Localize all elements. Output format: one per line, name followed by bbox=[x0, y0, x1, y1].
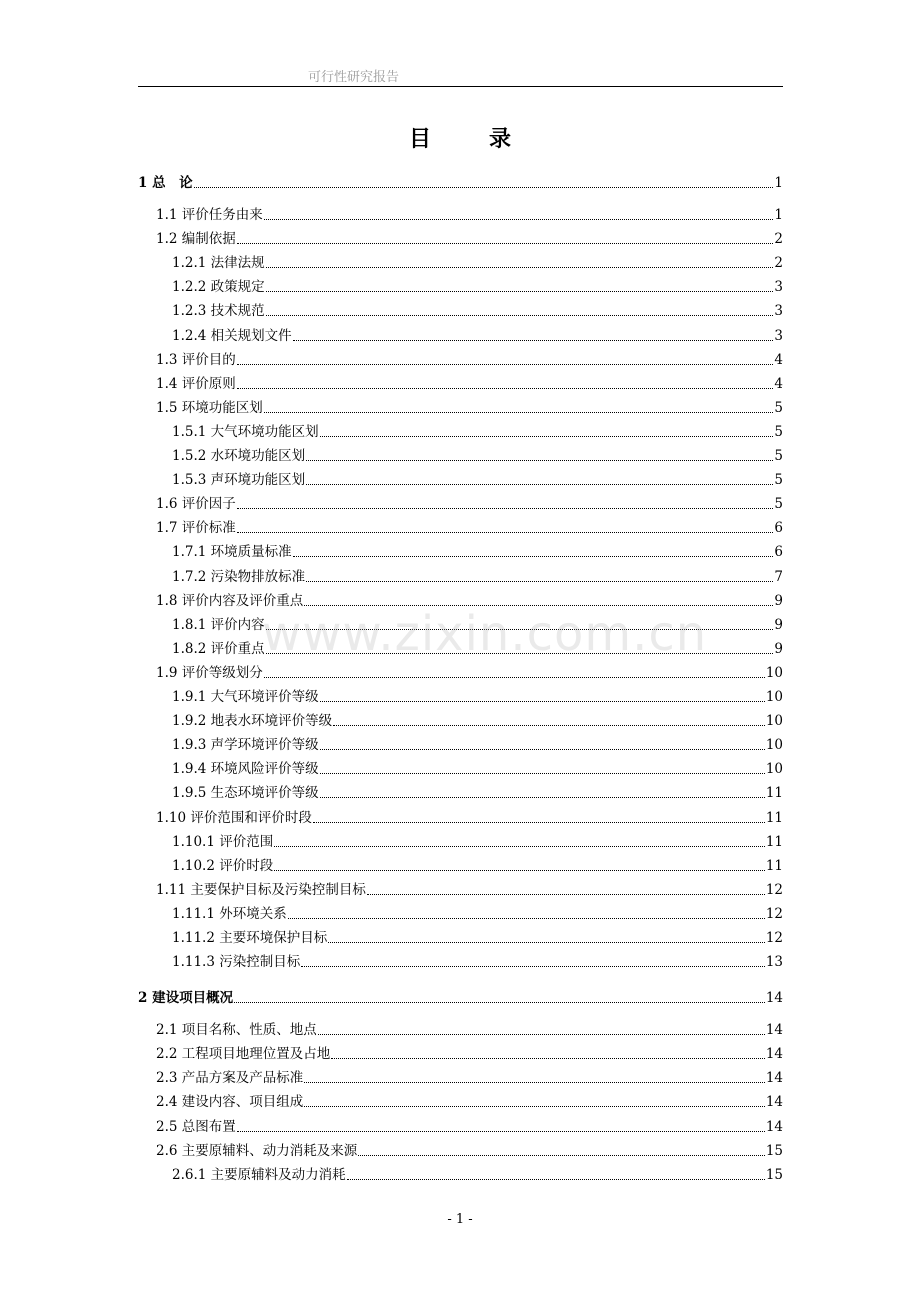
toc-entry[interactable] bbox=[172, 1166, 783, 1184]
toc-entry[interactable] bbox=[172, 712, 783, 730]
toc-entry[interactable] bbox=[172, 736, 783, 754]
toc-entry-label: 1.11 主要保护目标及污染控制目标 bbox=[156, 881, 366, 898]
toc-entry-label: 1.5 环境功能区划 bbox=[156, 399, 263, 416]
toc-entry[interactable] bbox=[172, 254, 783, 272]
toc-entry-label: 1.8 评价内容及评价重点 bbox=[156, 592, 304, 609]
toc-entry[interactable] bbox=[156, 1069, 783, 1087]
toc-dot-leader bbox=[306, 580, 773, 582]
toc-entry-page: 11 bbox=[765, 809, 783, 826]
toc-entry[interactable] bbox=[172, 447, 783, 465]
toc-entry[interactable] bbox=[172, 302, 783, 320]
toc-entry[interactable] bbox=[156, 206, 783, 224]
toc-entry-label: 2.6 主要原辅料、动力消耗及来源 bbox=[156, 1142, 358, 1159]
toc-entry-page: 4 bbox=[774, 375, 783, 392]
toc-dot-leader bbox=[304, 604, 773, 606]
toc-entry-page: 9 bbox=[774, 592, 783, 609]
toc-entry[interactable] bbox=[156, 375, 783, 393]
toc-entry-label: 2.5 总图布置 bbox=[156, 1118, 236, 1135]
toc-entry[interactable] bbox=[156, 495, 783, 513]
toc-entry-page: 6 bbox=[774, 520, 783, 537]
toc-dot-leader bbox=[293, 339, 774, 341]
toc-entry-page: 1 bbox=[774, 175, 783, 191]
toc-entry[interactable] bbox=[138, 174, 783, 192]
toc-entry-page: 14 bbox=[765, 1046, 783, 1063]
toc-entry-label: 2.6.1 主要原辅料及动力消耗 bbox=[172, 1166, 346, 1183]
toc-entry-page: 12 bbox=[765, 905, 783, 922]
toc-entry-label: 1.5.1 大气环境功能区划 bbox=[172, 423, 319, 440]
toc-dot-leader bbox=[320, 796, 765, 798]
toc-entry-label: 1.9.3 声学环境评价等级 bbox=[172, 737, 319, 754]
toc-dot-leader bbox=[306, 483, 773, 485]
toc-entry-page: 14 bbox=[765, 1118, 783, 1135]
toc-dot-leader bbox=[293, 555, 774, 557]
toc-entry-label: 1.7 评价标准 bbox=[156, 520, 236, 537]
toc-dot-leader bbox=[320, 748, 765, 750]
toc-entry-label: 1.11.1 外环境关系 bbox=[172, 905, 287, 922]
toc-entry-page: 3 bbox=[774, 279, 783, 296]
toc-entry-label: 1.7.2 污染物排放标准 bbox=[172, 568, 306, 585]
toc-entry[interactable] bbox=[172, 953, 783, 971]
toc-entry[interactable] bbox=[138, 989, 783, 1007]
toc-dot-leader bbox=[237, 387, 774, 389]
toc-entry[interactable] bbox=[156, 1093, 783, 1111]
toc-entry-label: 1.8.1 评价内容 bbox=[172, 616, 265, 633]
toc-dot-leader bbox=[358, 1154, 765, 1156]
toc-entry[interactable] bbox=[156, 809, 783, 827]
toc-dot-leader bbox=[333, 724, 765, 726]
toc-entry-label: 1.5.3 声环境功能区划 bbox=[172, 472, 306, 489]
toc-entry-label: 1.2.2 政策规定 bbox=[172, 279, 265, 296]
toc-dot-leader bbox=[264, 676, 765, 678]
toc-dot-leader bbox=[318, 1033, 765, 1035]
toc-dot-leader bbox=[237, 363, 774, 365]
toc-entry-label: 1.2.3 技术规范 bbox=[172, 303, 265, 320]
toc-entry[interactable] bbox=[172, 784, 783, 802]
toc-entry[interactable] bbox=[156, 592, 783, 610]
toc-dot-leader bbox=[320, 700, 765, 702]
toc-dot-leader bbox=[306, 459, 773, 461]
page-title: 目录 bbox=[408, 126, 569, 152]
toc-entry[interactable] bbox=[156, 399, 783, 417]
toc-dot-leader bbox=[266, 290, 774, 292]
toc-dot-leader bbox=[194, 186, 774, 188]
toc-entry-page: 1 bbox=[774, 207, 783, 223]
toc-dot-leader bbox=[237, 507, 774, 509]
watermark: www.zixin.com.cn bbox=[262, 606, 708, 662]
toc-entry-page: 2 bbox=[774, 231, 783, 248]
toc-dot-leader bbox=[264, 411, 774, 413]
toc-entry[interactable] bbox=[172, 640, 783, 658]
page-header bbox=[138, 64, 783, 87]
toc-dot-leader bbox=[266, 652, 774, 654]
toc-dot-leader bbox=[266, 628, 774, 630]
toc-entry-label: 1.10.1 评价范围 bbox=[172, 833, 274, 850]
toc-entry[interactable] bbox=[156, 1118, 783, 1136]
toc-entry-label: 1.8.2 评价重点 bbox=[172, 640, 265, 657]
toc-entry[interactable] bbox=[156, 351, 783, 369]
toc-entry-page: 3 bbox=[774, 303, 783, 320]
toc-entry[interactable] bbox=[172, 833, 783, 851]
toc-entry-label: 1.2.1 法律法规 bbox=[172, 255, 265, 272]
toc-entry-label: 2.3 产品方案及产品标准 bbox=[156, 1070, 304, 1087]
toc-entry[interactable] bbox=[156, 519, 783, 537]
toc-entry-page: 4 bbox=[774, 351, 783, 368]
toc-entry-page: 11 bbox=[765, 833, 783, 850]
toc-entry-page: 14 bbox=[765, 1094, 783, 1111]
toc-entry-page: 10 bbox=[765, 713, 783, 730]
toc-entry[interactable] bbox=[172, 471, 783, 489]
toc-entry-label: 1.3 评价目的 bbox=[156, 351, 236, 368]
toc-entry-label: 1.6 评价因子 bbox=[156, 496, 236, 513]
toc-entry-label: 1.1 评价任务由来 bbox=[156, 207, 263, 223]
toc-entry[interactable] bbox=[172, 543, 783, 561]
toc-entry-label: 1.10.2 评价时段 bbox=[172, 857, 274, 874]
toc-dot-leader bbox=[313, 821, 765, 823]
toc-dot-leader bbox=[347, 1178, 765, 1180]
toc-entry-page: 13 bbox=[765, 954, 783, 971]
toc-dot-leader bbox=[331, 1057, 765, 1059]
toc-dot-leader bbox=[234, 1001, 765, 1003]
toc-entry-label: 1 总 论 bbox=[138, 175, 193, 191]
toc-entry-page: 14 bbox=[765, 990, 783, 1007]
toc-entry-page: 10 bbox=[765, 689, 783, 705]
toc-entry[interactable] bbox=[172, 857, 783, 875]
toc-entry[interactable] bbox=[156, 230, 783, 248]
toc-entry-page: 10 bbox=[765, 737, 783, 754]
toc-entry-label: 1.2 编制依据 bbox=[156, 231, 236, 248]
toc-entry-page: 11 bbox=[765, 785, 783, 802]
toc-entry-label: 1.10 评价范围和评价时段 bbox=[156, 809, 312, 826]
toc-entry-page: 9 bbox=[774, 616, 783, 633]
toc-entry-label: 2 建设项目概况 bbox=[138, 990, 234, 1007]
toc-dot-leader bbox=[266, 314, 774, 316]
toc-entry-label: 1.11.3 污染控制目标 bbox=[172, 954, 301, 971]
toc-entry-label: 1.11.2 主要环境保护目标 bbox=[172, 930, 328, 946]
toc-entry-label: 1.9.2 地表水环境评价等级 bbox=[172, 713, 333, 730]
toc-dot-leader bbox=[237, 242, 774, 244]
toc-entry-label: 1.9.1 大气环境评价等级 bbox=[172, 689, 319, 705]
toc-entry[interactable] bbox=[172, 423, 783, 441]
toc-entry[interactable] bbox=[156, 1045, 783, 1063]
toc-entry[interactable] bbox=[156, 664, 783, 682]
toc-entry-label: 1.4 评价原则 bbox=[156, 375, 236, 392]
toc-entry-label: 2.1 项目名称、性质、地点 bbox=[156, 1022, 317, 1039]
toc-entry-page: 14 bbox=[765, 1070, 783, 1087]
toc-entry[interactable] bbox=[172, 327, 783, 345]
toc-entry-label: 2.2 工程项目地理位置及占地 bbox=[156, 1046, 331, 1063]
toc-entry[interactable] bbox=[156, 881, 783, 899]
toc-entry-page: 2 bbox=[774, 255, 783, 272]
toc-entry[interactable] bbox=[172, 688, 783, 706]
toc-entry-page: 3 bbox=[774, 327, 783, 344]
toc-dot-leader bbox=[264, 218, 774, 220]
toc-entry-page: 15 bbox=[765, 1166, 783, 1183]
toc-entry-page: 12 bbox=[765, 881, 783, 898]
page-number: - 1 - bbox=[447, 1212, 473, 1227]
toc-entry-page: 6 bbox=[774, 544, 783, 561]
toc-entry-page: 5 bbox=[774, 448, 783, 464]
toc-dot-leader bbox=[320, 435, 774, 437]
toc-dot-leader bbox=[367, 893, 765, 895]
toc-entry[interactable] bbox=[156, 1021, 783, 1039]
toc-entry-label: 1.9.4 环境风险评价等级 bbox=[172, 761, 319, 778]
toc-entry-page: 10 bbox=[765, 664, 783, 681]
toc-entry[interactable] bbox=[172, 905, 783, 923]
toc-entry[interactable] bbox=[172, 616, 783, 634]
toc-entry-label: 1.2.4 相关规划文件 bbox=[172, 327, 292, 344]
toc-entry-page: 12 bbox=[765, 930, 783, 946]
toc-entry-label: 1.7.1 环境质量标准 bbox=[172, 544, 292, 561]
toc-entry-label: 1.9.5 生态环境评价等级 bbox=[172, 785, 319, 802]
toc-dot-leader bbox=[328, 941, 765, 943]
toc-entry-label: 1.5.2 水环境功能区划 bbox=[172, 448, 306, 464]
toc-entry-page: 5 bbox=[774, 399, 783, 416]
toc-entry-page: 11 bbox=[765, 857, 783, 874]
toc-dot-leader bbox=[320, 772, 765, 774]
toc-entry[interactable] bbox=[156, 1142, 783, 1160]
toc-dot-leader bbox=[304, 1105, 765, 1107]
toc-entry-page: 14 bbox=[765, 1022, 783, 1039]
toc-dot-leader bbox=[288, 917, 765, 919]
toc-dot-leader bbox=[301, 965, 765, 967]
toc-entry-label: 1.9 评价等级划分 bbox=[156, 664, 263, 681]
toc-entry[interactable] bbox=[172, 760, 783, 778]
toc-dot-leader bbox=[237, 1130, 765, 1132]
toc-entry[interactable] bbox=[172, 278, 783, 296]
toc-entry-page: 5 bbox=[774, 423, 783, 440]
toc-entry-page: 7 bbox=[774, 568, 783, 585]
toc-entry-page: 10 bbox=[765, 761, 783, 778]
header-text: 可行性研究报告 bbox=[308, 70, 400, 85]
toc-dot-leader bbox=[274, 845, 765, 847]
toc-entry[interactable] bbox=[172, 568, 783, 586]
toc-dot-leader bbox=[274, 869, 765, 871]
toc-dot-leader bbox=[304, 1081, 765, 1083]
toc-entry-page: 5 bbox=[774, 496, 783, 513]
toc-entry[interactable] bbox=[172, 929, 783, 947]
toc-dot-leader bbox=[266, 266, 774, 268]
toc-entry-page: 5 bbox=[774, 472, 783, 489]
toc-entry-page: 9 bbox=[774, 640, 783, 657]
toc-entry-page: 15 bbox=[765, 1142, 783, 1159]
toc-dot-leader bbox=[237, 531, 774, 533]
toc-entry-label: 2.4 建设内容、项目组成 bbox=[156, 1094, 304, 1111]
